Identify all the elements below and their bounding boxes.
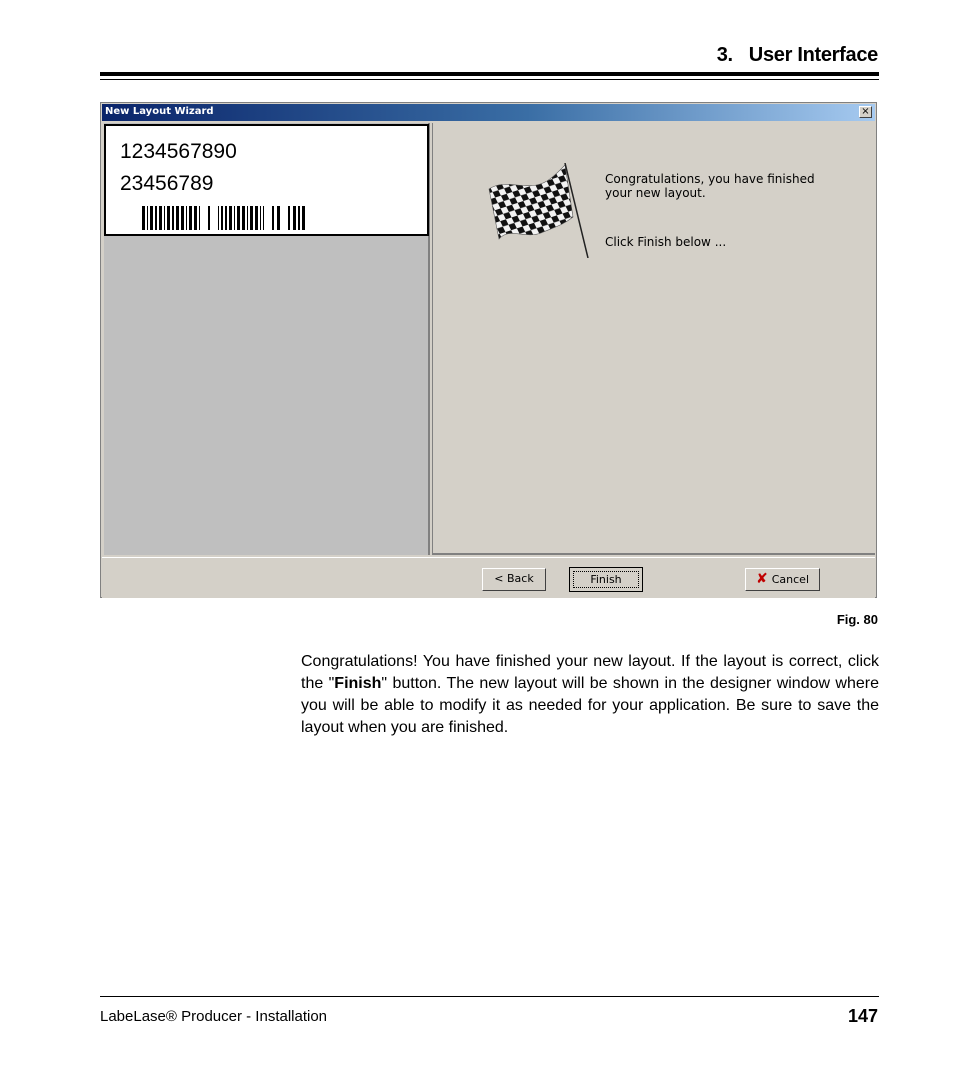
chapter-number: 3.: [716, 44, 733, 66]
preview-text-line1: 1234567890: [120, 140, 237, 163]
barcode-icon: [142, 206, 306, 230]
body-text-part2: " button. The new layout will be shown in the designer window where you will be able to modify it as needed for your application. Be sure to save the layout when you are finished.: [301, 675, 879, 736]
chapter-title: User Interface: [748, 44, 878, 66]
preview-text-line2: 23456789: [120, 172, 214, 195]
wizard-content-pane: [432, 123, 875, 555]
checkered-flag-icon: [485, 163, 595, 258]
finish-message: Congratulations, you have finished your new layout.: [605, 172, 815, 200]
dialog-button-bar: [102, 557, 875, 598]
finish-button[interactable]: [569, 567, 643, 592]
cancel-x-icon: ✘: [756, 571, 768, 587]
footer-product-name: LabeLase® Producer - Installation: [100, 1008, 328, 1025]
chapter-header: [717, 44, 878, 67]
finish-button-label: Finish: [573, 571, 639, 588]
dialog-titlebar[interactable]: [102, 104, 875, 121]
body-paragraph: [301, 651, 879, 739]
header-rule-thin: [100, 79, 879, 80]
dialog-title: New Layout Wizard: [105, 106, 214, 117]
figure-label: Fig. 80: [836, 612, 878, 627]
footer-rule: [100, 996, 879, 997]
close-icon[interactable]: ×: [859, 106, 872, 118]
cancel-button[interactable]: [745, 568, 820, 591]
page-number: 147: [847, 1006, 878, 1026]
header-rule: [100, 72, 879, 76]
finish-instruction: Click Finish below ...: [605, 235, 727, 249]
label-preview: [104, 124, 429, 236]
body-text-bold: Finish: [334, 675, 382, 692]
new-layout-wizard-dialog: [100, 102, 877, 598]
back-button[interactable]: < Back: [482, 568, 546, 591]
body-text-part1: Congratulations! You have finished your new layout. If the layout is correct, click the ": [301, 653, 879, 692]
cancel-button-label: Cancel: [771, 573, 809, 586]
